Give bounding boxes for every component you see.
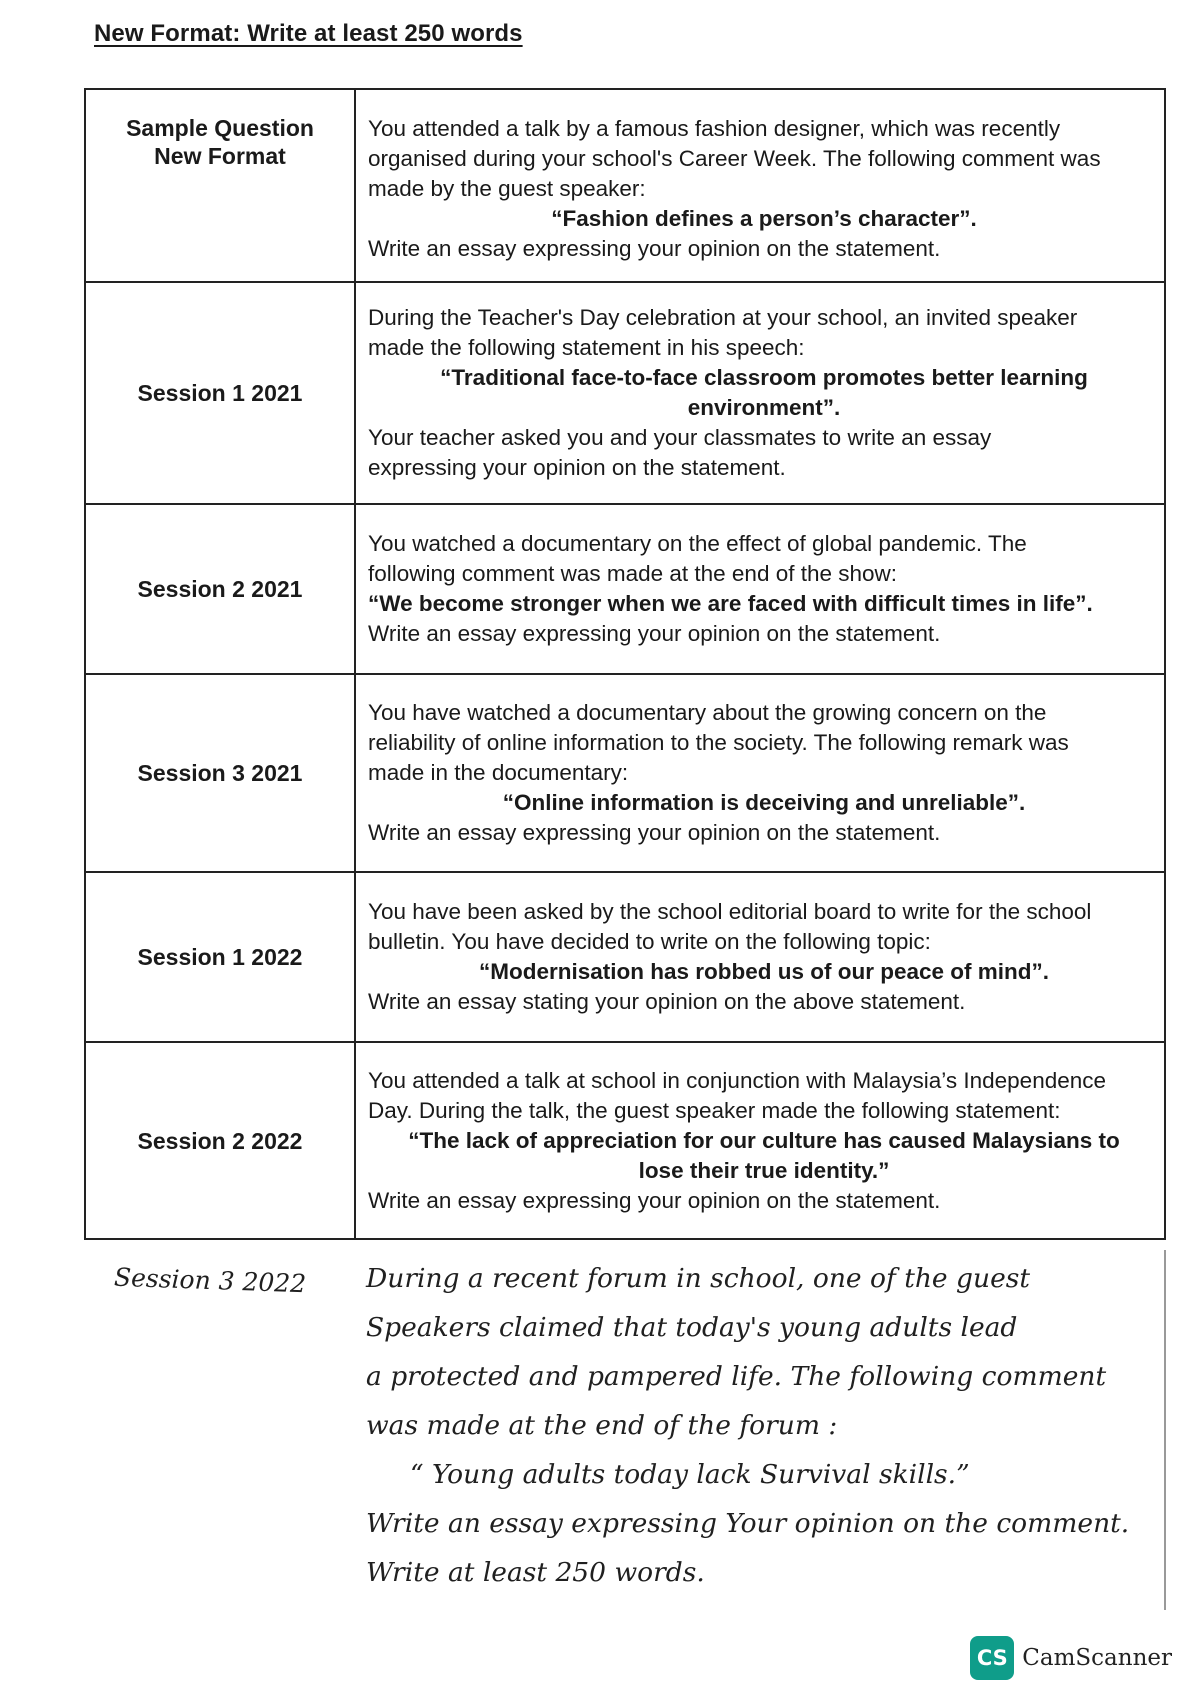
row-label-line: Session 2 2021: [137, 576, 303, 602]
prompt-line: made by the guest speaker:: [368, 176, 646, 201]
page-heading: New Format: Write at least 250 words: [94, 20, 523, 47]
row-label-line: Sample Question: [126, 115, 314, 141]
row-prompt: [355, 674, 1165, 872]
row-label: [85, 282, 355, 504]
prompt-line: You have watched a documentary about the growing concern on the: [368, 700, 1047, 725]
prompt-line: Write an essay stating your opinion on the above statement.: [368, 989, 966, 1014]
table-row-sample: [85, 89, 1165, 282]
table-row-s2-2021: [85, 504, 1165, 674]
camscanner-watermark: [970, 1636, 1172, 1680]
prompt-line: following comment was made at the end of the show:: [368, 561, 898, 586]
camscanner-text: CamScanner: [1022, 1645, 1172, 1671]
handwritten-quote: “ Young adults today lack Survival skills.”: [410, 1459, 970, 1490]
handwritten-session-label: Session 3 2022: [113, 1262, 307, 1299]
handwritten-line: Speakers claimed that today's young adults lead: [366, 1312, 1018, 1343]
row-prompt: [355, 282, 1165, 504]
camscanner-logo-icon: CS: [970, 1636, 1014, 1680]
handwritten-question: [366, 1254, 1166, 1597]
row-label-line: Session 1 2022: [137, 944, 303, 970]
prompt-quote: “Modernisation has robbed us of our peace of mind”.: [478, 959, 1050, 984]
row-label: [85, 89, 355, 282]
row-label: [85, 504, 355, 674]
prompt-quote: “We become stronger when we are faced with difficult times in life”.: [368, 591, 1093, 616]
prompt-line: You attended a talk by a famous fashion designer, which was recently: [368, 116, 1061, 141]
prompt-line: bulletin. You have decided to write on the following topic:: [368, 929, 931, 954]
handwritten-line: was made at the end of the forum :: [366, 1410, 838, 1441]
prompt-line: organised during your school's Career Week. The following comment was: [368, 146, 1101, 171]
scan-edge-line: [1164, 1250, 1166, 1610]
question-table: [84, 88, 1166, 1240]
row-label-line: Session 2 2022: [137, 1127, 303, 1154]
prompt-line: Your teacher asked you and your classmates to write an essay: [368, 425, 992, 450]
handwritten-line: During a recent forum in school, one of the guest: [366, 1263, 1031, 1294]
prompt-line: expressing your opinion on the statement.: [368, 455, 786, 480]
row-prompt: [355, 1042, 1165, 1239]
prompt-quote: “Fashion defines a person’s character”.: [551, 206, 977, 231]
prompt-line: You watched a documentary on the effect of global pandemic. The: [368, 531, 1027, 556]
row-label-line: Session 1 2021: [137, 380, 303, 406]
row-label-line: New Format: [154, 143, 286, 169]
table-row-s2-2022: [85, 1042, 1165, 1239]
row-label: [85, 872, 355, 1042]
prompt-line: You attended a talk at school in conjunction with Malaysia’s Independence: [368, 1067, 1107, 1093]
prompt-line: Write an essay expressing your opinion on the statement.: [368, 1187, 941, 1213]
row-label-line: Session 3 2021: [137, 760, 303, 786]
table-row-s3-2021: [85, 674, 1165, 872]
handwritten-line: a protected and pampered life. The following comment: [366, 1361, 1107, 1392]
prompt-quote: environment”.: [687, 395, 841, 420]
prompt-quote: lose their true identity.”: [638, 1157, 890, 1183]
row-prompt: [355, 504, 1165, 674]
prompt-quote: “Traditional face-to-face classroom promotes better learning: [440, 365, 1088, 390]
prompt-line: During the Teacher's Day celebration at your school, an invited speaker: [368, 305, 1078, 330]
handwritten-line: Write at least 250 words.: [366, 1557, 705, 1588]
row-prompt: [355, 89, 1165, 282]
prompt-line: reliability of online information to the society. The following remark was: [368, 730, 1069, 755]
table-row-s1-2021: [85, 282, 1165, 504]
table-row-s1-2022: [85, 872, 1165, 1042]
row-label: [85, 674, 355, 872]
prompt-line: You have been asked by the school editorial board to write for the school: [368, 899, 1092, 924]
prompt-line: Write an essay expressing your opinion on the statement.: [368, 621, 941, 646]
prompt-quote: “Online information is deceiving and unreliable”.: [502, 790, 1026, 815]
row-prompt: [355, 872, 1165, 1042]
prompt-line: made the following statement in his speech:: [368, 335, 805, 360]
prompt-line: Day. During the talk, the guest speaker made the following statement:: [368, 1097, 1061, 1123]
prompt-line: Write an essay expressing your opinion on the statement.: [368, 236, 941, 261]
row-label: [85, 1042, 355, 1239]
prompt-line: Write an essay expressing your opinion on the statement.: [368, 820, 941, 845]
handwritten-line: Write an essay expressing Your opinion on the comment.: [366, 1508, 1130, 1539]
prompt-quote: “The lack of appreciation for our culture has caused Malaysians to: [408, 1127, 1120, 1153]
prompt-line: made in the documentary:: [368, 760, 629, 785]
